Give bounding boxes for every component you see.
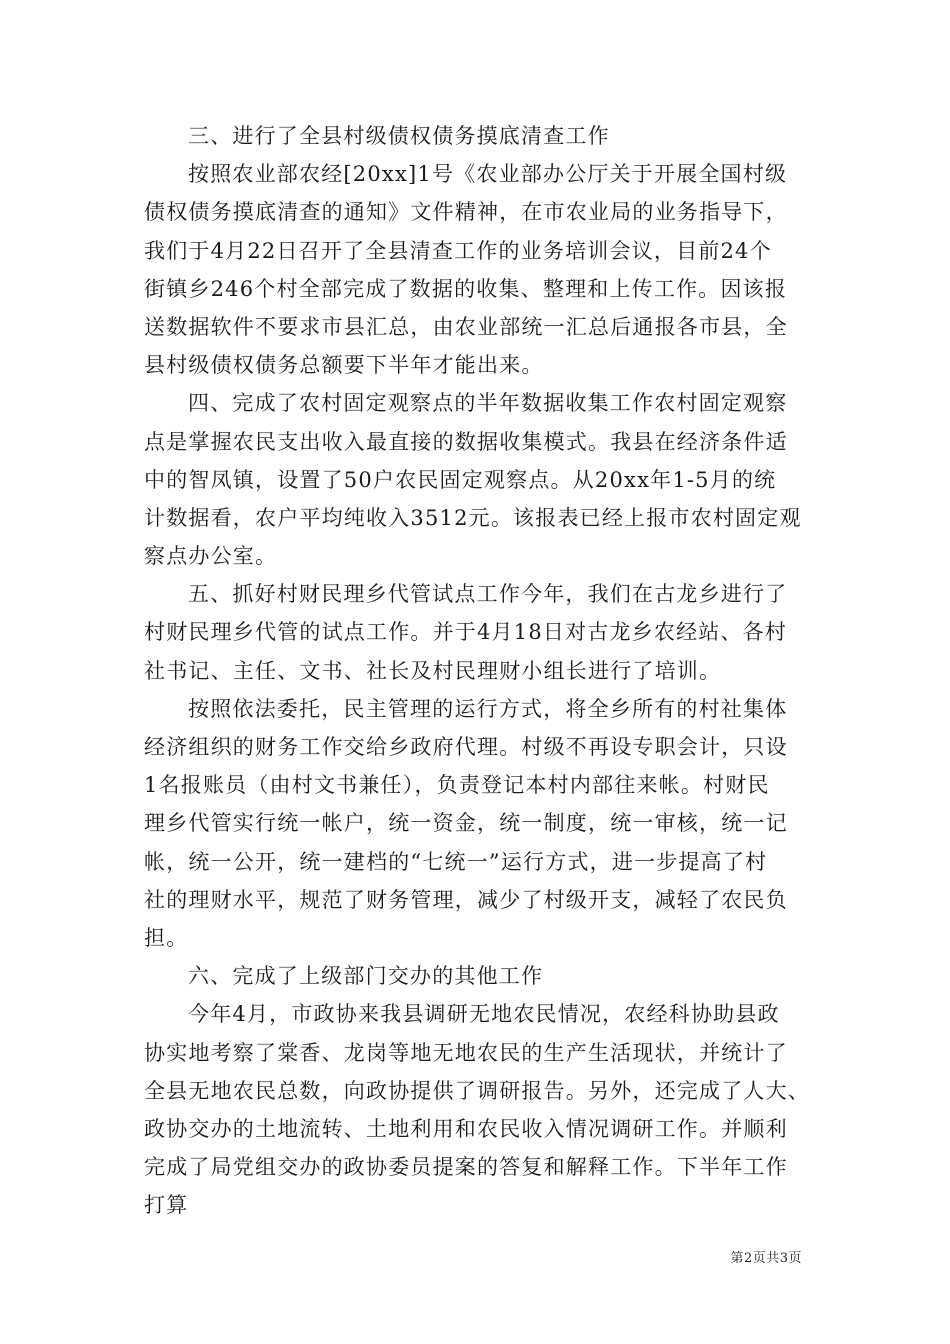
text-line: 按照依法委托，民主管理的运行方式，将全乡所有的村社集体 [188, 696, 788, 721]
text-line: 债权债务摸底清查的通知》文件精神，在市农业局的业务指导下， [144, 200, 788, 225]
text-line: 送数据软件不要求市县汇总，由农业部统一汇总后通报各市县，全 [144, 314, 788, 339]
text-line: 协实地考察了棠香、龙岗等地无地农民的生产生活现状，并统计了 [144, 1040, 788, 1065]
text-line: 帐，统一公开，统一建档的“七统一”运行方式，进一步提高了村 [144, 849, 768, 874]
text-line: 理乡代管实行统一帐户，统一资金，统一制度，统一审核，统一记 [144, 811, 788, 836]
document-body [144, 117, 808, 1224]
text-line: 我们于4月22日召开了全县清查工作的业务培训会议，目前24个 [144, 238, 772, 263]
page-number-footer: 第2页共3页 [730, 1251, 802, 1266]
text-line: 完成了局党组交办的政协委员提案的答复和解释工作。下半年工作 [144, 1155, 788, 1180]
text-line: 五、抓好村财民理乡代管试点工作今年，我们在古龙乡进行了 [188, 582, 788, 607]
text-line: 1名报账员（由村文书兼任），负责登记本村内部往来帐。村财民 [144, 773, 770, 798]
text-line: 社的理财水平，规范了财务管理，减少了村级开支，减轻了农民负 [144, 887, 788, 912]
text-line: 三、进行了全县村级债权债务摸底清查工作 [188, 124, 610, 148]
text-line: 四、完成了农村固定观察点的半年数据收集工作农村固定观察 [188, 391, 788, 416]
text-line: 今年4月，市政协来我县调研无地农民情况，农经科协助县政 [188, 1002, 780, 1027]
text-line: 政协交办的土地流转、土地利用和农民收入情况调研工作。并顺利 [144, 1116, 788, 1141]
text-line: 点是掌握农民支出收入最直接的数据收集模式。我县在经济条件适 [144, 429, 788, 454]
text-line: 察点办公室。 [144, 544, 278, 569]
text-line: 计数据看，农户平均纯收入3512元。该报表已经上报市农村固定观 [144, 505, 802, 530]
text-line: 社书记、主任、文书、社长及村民理财小组长进行了培训。 [144, 658, 722, 683]
text-line: 担。 [144, 925, 189, 950]
text-line: 村财民理乡代管的试点工作。并于4月18日对古龙乡农经站、各村 [144, 620, 788, 645]
text-line: 经济组织的财务工作交给乡政府代理。村级不再设专职会计，只设 [144, 735, 788, 759]
text-line: 按照农业部农经[20xx]1号《农业部办公厅关于开展全国村级 [188, 162, 788, 187]
text-line: 县村级债权债务总额要下半年才能出来。 [144, 353, 544, 378]
text-line: 街镇乡246个村全部完成了数据的收集、整理和上传工作。因该报 [144, 276, 788, 301]
text-line: 中的智凤镇，设置了50户农民固定观察点。从20xx年1-5月的统 [144, 467, 777, 492]
text-line: 全县无地农民总数，向政协提供了调研报告。另外，还完成了人大、 [144, 1078, 810, 1103]
text-line: 六、完成了上级部门交办的其他工作 [188, 964, 544, 989]
text-line: 打算 [144, 1193, 189, 1218]
